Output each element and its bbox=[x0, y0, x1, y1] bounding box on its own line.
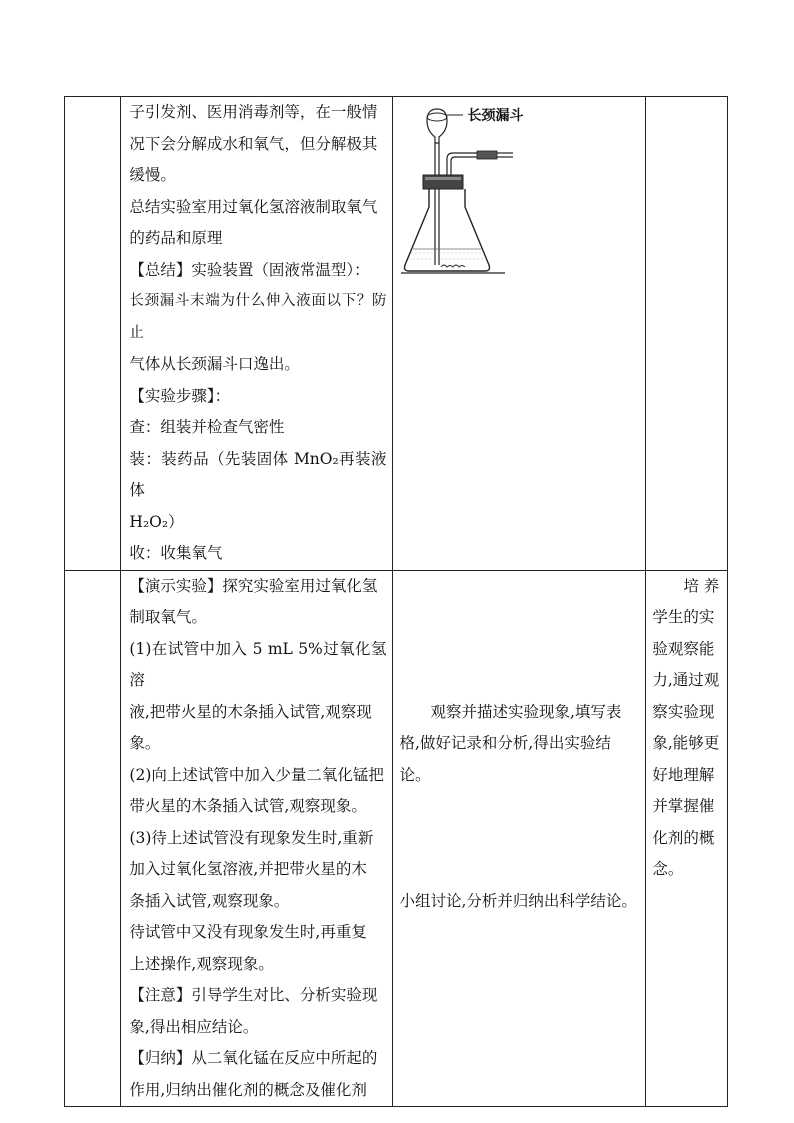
text-line: (1)在试管中加入 5 mL 5%过氧化氢溶 bbox=[129, 639, 387, 689]
text-line: 【演示实验】探究实验室用过氧化氢 bbox=[129, 576, 378, 595]
apparatus-figure bbox=[393, 97, 644, 297]
text-line: 并掌握催 bbox=[652, 797, 715, 815]
text-line: 察实验现 bbox=[652, 702, 715, 721]
text-line: 待试管中又没有现象发生时,再重复 bbox=[129, 923, 367, 941]
text-line: 好地理解 bbox=[652, 765, 715, 784]
empty-cell bbox=[65, 97, 121, 571]
text-line: 力,通过观 bbox=[652, 671, 720, 689]
text-line: 象,能够更 bbox=[652, 734, 720, 752]
text-line: 【实验步骤】： bbox=[129, 386, 231, 405]
text-line: 念。 bbox=[652, 860, 684, 878]
text-line: 长颈漏斗末端为什么伸入液面以下？防止 bbox=[129, 293, 387, 341]
text-line: 象。 bbox=[129, 734, 161, 752]
text-line: 【总结】实验装置（固液常温型）： bbox=[129, 260, 370, 279]
text-line: 带火星的木条插入试管,观察现象。 bbox=[129, 797, 367, 815]
demonstration-cell bbox=[121, 570, 393, 1107]
flask-apparatus-diagram bbox=[401, 101, 601, 281]
text-line: 学生的实 bbox=[652, 608, 715, 626]
text-line: 收：收集氧气 bbox=[129, 544, 223, 562]
thistle-funnel-label: 长颈漏斗 bbox=[467, 108, 524, 124]
text-line: (3)待上述试管没有现象发生时,重新 bbox=[129, 828, 374, 847]
text-line: 的药品和原理 bbox=[129, 229, 223, 247]
activity-block-2 bbox=[393, 886, 645, 918]
text-line: 查：组装并检查气密性 bbox=[129, 418, 285, 436]
figure-cell bbox=[393, 97, 646, 571]
text-line: 【注意】引导学生对比、分析实验现 bbox=[129, 986, 378, 1004]
text-line: 观察并描述实验现象,填写表 bbox=[399, 702, 622, 721]
activity-block-1 bbox=[393, 697, 645, 792]
text-line: 化剂的概 bbox=[652, 828, 715, 847]
text-line: 气体从长颈漏斗口逸出。 bbox=[129, 355, 300, 373]
text-line: 条插入试管,观察现象。 bbox=[129, 891, 290, 910]
text-line: 况下会分解成水和氧气，但分解极其 bbox=[129, 134, 378, 153]
text-line: 象,得出相应结论。 bbox=[129, 1017, 259, 1036]
empty-cell bbox=[646, 97, 728, 571]
procedure-cell bbox=[121, 97, 393, 571]
text-line: (2)向上述试管中加入少量二氧化锰把 bbox=[129, 765, 384, 784]
text-line: 培 养 bbox=[652, 576, 720, 595]
text-line: 小组讨论,分析并归纳出科学结论。 bbox=[399, 891, 637, 910]
design-intent-cell bbox=[646, 570, 728, 1107]
text-line: 格,做好记录和分析,得出实验结论。 bbox=[399, 734, 611, 784]
text-line: 装：装药品（先装固体 MnO₂再装液体 bbox=[129, 449, 387, 499]
text-line: H₂O₂） bbox=[129, 512, 184, 531]
student-activity-cell bbox=[393, 570, 646, 1107]
text-line: 【归纳】从二氧化锰在反应中所起的 bbox=[129, 1049, 378, 1067]
text-line: 制取氧气。 bbox=[129, 608, 207, 626]
table-row bbox=[65, 97, 728, 571]
text-line: 液,把带火星的木条插入试管,观察现 bbox=[129, 702, 372, 721]
text-line: 作用,归纳出催化剂的概念及催化剂 bbox=[129, 1080, 367, 1099]
empty-cell bbox=[65, 570, 121, 1107]
lesson-table bbox=[64, 96, 728, 1107]
text-line: 上述操作,观察现象。 bbox=[129, 954, 274, 973]
text-line: 缓慢。 bbox=[129, 166, 176, 184]
table-row bbox=[65, 570, 728, 1107]
text-line: 验观察能 bbox=[652, 639, 715, 658]
text-line: 加入过氧化氢溶液,并把带火星的木 bbox=[129, 860, 367, 878]
text-line: 总结实验室用过氧化氢溶液制取氧气 bbox=[129, 197, 378, 216]
text-line: 子引发剂、医用消毒剂等，在一般情 bbox=[129, 103, 378, 121]
